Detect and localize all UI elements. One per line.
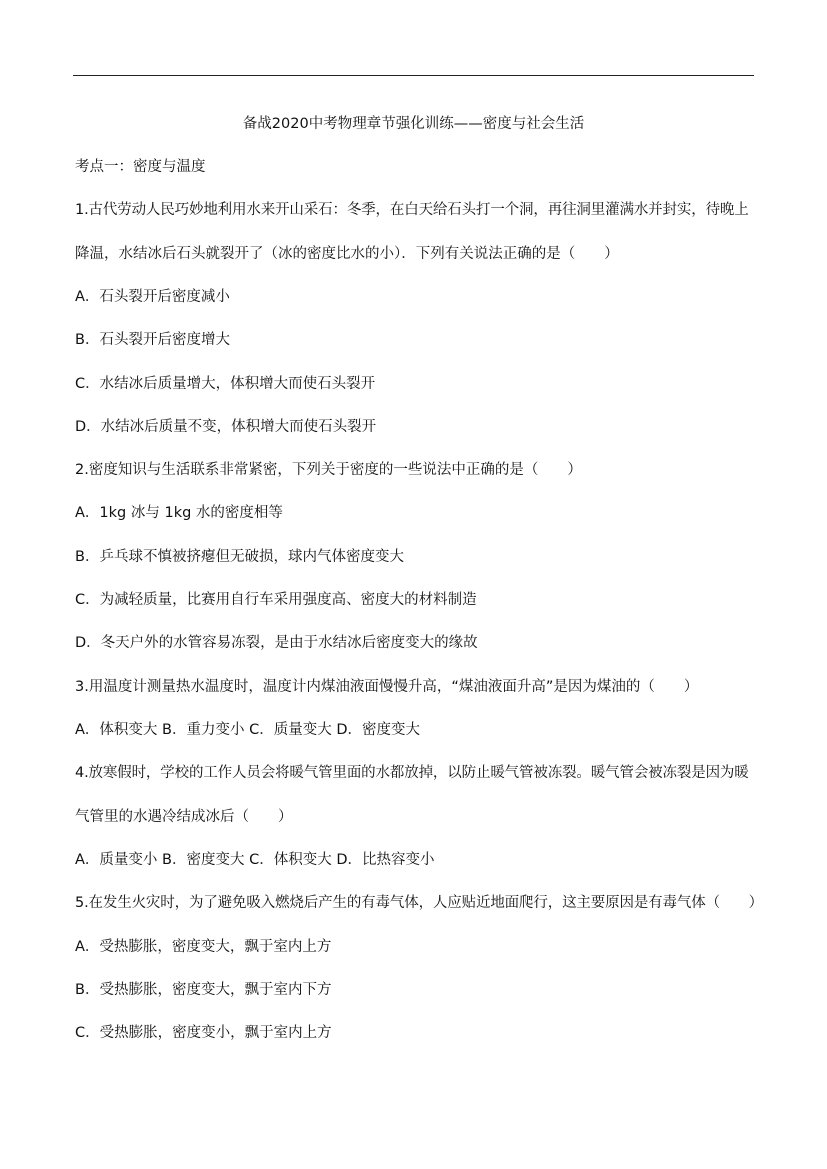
question-1-option-d: D．水结冰后质量不变，体积增大而使石头裂开: [75, 419, 377, 435]
question-1-option-a: A．石头裂开后密度减小: [75, 289, 230, 305]
question-5-option-a: A．受热膨胀，密度变大，飘于室内上方: [75, 939, 332, 955]
question-1-line-1: 1.古代劳动人民巧妙地利用水来开山采石：冬季，在白天给石头打一个洞，再往洞里灌满水并封实，待晚上: [75, 202, 749, 218]
question-1-line-2: 降温，水结冰后石头就裂开了（冰的密度比水的小）．下列有关说法正确的是（ ）: [75, 246, 619, 262]
question-2-option-a: A．1kg 冰与 1kg 水的密度相等: [75, 505, 283, 521]
question-2-option-b: B．乒乓球不慎被挤瘪但无破损，球内气体密度变大: [75, 549, 404, 565]
question-1-option-c: C．水结冰后质量增大，体积增大而使石头裂开: [75, 376, 376, 392]
question-4-options: A．质量变小 B．密度变大 C．体积变大 D．比热容变小: [75, 852, 435, 868]
question-1-option-b: B．石头裂开后密度增大: [75, 332, 230, 348]
header-rule: [73, 75, 754, 76]
question-2-option-c: C．为减轻质量，比赛用自行车采用强度高、密度大的材料制造: [75, 592, 477, 608]
question-3: 3.用温度计测量热水温度时，温度计内煤油液面慢慢升高，“煤油液面升高”是因为煤油的（ ）: [75, 679, 699, 695]
question-2: 2.密度知识与生活联系非常紧密，下列关于密度的一些说法中正确的是（ ）: [75, 462, 582, 478]
question-3-options: A．体积变大 B．重力变小 C．质量变大 D．密度变大: [75, 722, 420, 738]
question-5: 5.在发生火灾时，为了避免吸入燃烧后产生的有毒气体，人应贴近地面爬行，这主要原因是有毒气体（ ）: [75, 895, 763, 911]
document-title: 备战2020中考物理章节强化训练——密度与社会生活: [242, 116, 585, 132]
question-4-line-2: 气管里的水遇冷结成冰后（ ）: [75, 809, 293, 825]
question-2-option-d: D．冬天户外的水管容易冻裂，是由于水结冰后密度变大的缘故: [75, 635, 478, 651]
question-5-option-c: C．受热膨胀，密度变小，飘于室内上方: [75, 1025, 332, 1041]
question-5-option-b: B．受热膨胀，密度变大，飘于室内下方: [75, 982, 332, 998]
question-4-line-1: 4.放寒假时，学校的工作人员会将暖气管里面的水都放掉，以防止暖气管被冻裂。暖气管会被冻裂是因为暖: [75, 765, 749, 781]
section-heading: 考点一：密度与温度: [75, 159, 206, 175]
